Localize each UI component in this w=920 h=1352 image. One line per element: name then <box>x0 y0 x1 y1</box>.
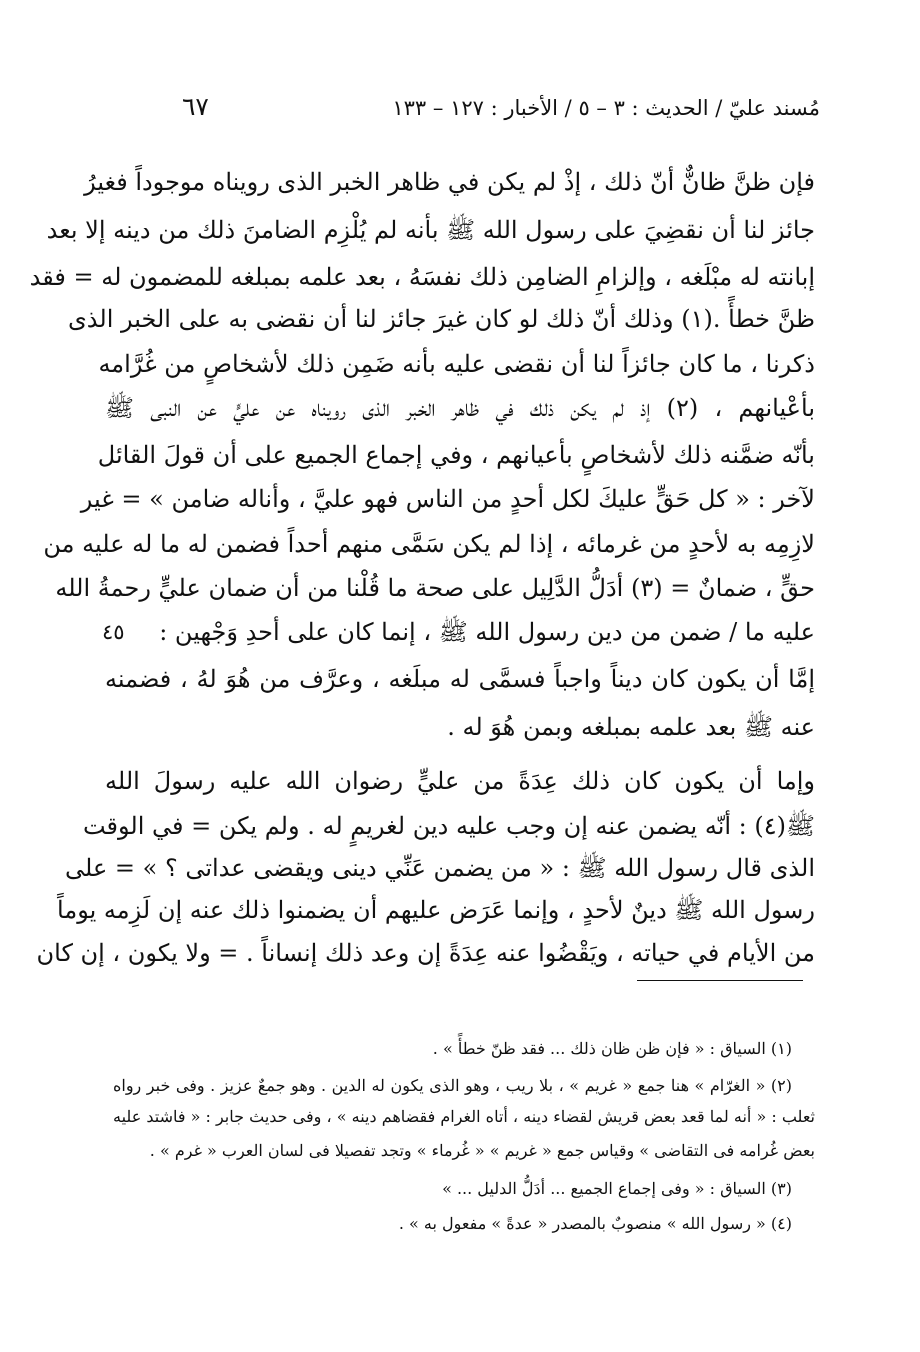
body-line: بأعْيانهم ، (٢) إذ لم يكن ذلك في ظاهر الخبر الذى رويناه عن عليٍّ عن النبى ﷺ <box>105 394 815 422</box>
body-line: إمَّا أن يكون كان ديناً واجباً فسمَّى له مبلَغه ، وعرَّف من هُوَ لهُ ، فضمنه <box>105 665 815 693</box>
body-line: الذى قال رسول الله ﷺ : « من يضمن عَنِّي دينى ويقضى عداتى ؟ » = على <box>65 854 815 882</box>
body-line: رسول الله ﷺ دينٌ لأحدٍ ، وإنما عَرَض عليهم أن يضمنوا ذلك عنه إن لَزِمه يوماً <box>57 896 815 924</box>
body-line: ظنَّ خطأً .(١) وذلك أنّ ذلك لو كان غيرَ جائز لنا أن نقضى به على الخبر الذى <box>68 305 815 333</box>
body-line: عنه ﷺ بعد علمه بمبلغه وبمن هُوَ له . <box>447 713 815 741</box>
body-line: وإما أن يكون كان ذلك عِدَةً من عليٍّ رضوان الله عليه رسولَ الله <box>105 767 815 795</box>
body-line: حقٍّ ، ضمانٌ = (٣) أدَلُّ الدَّلِيل على صحة ما قُلْنا من أن ضمان عليٍّ رحمةُ الله <box>55 574 815 602</box>
body-line: إبانته له مبْلَغه ، وإلزامِ الضامِن ذلك نفسَهُ ، بعد علمه بمبلغه للمضمون له = فقد <box>29 263 815 291</box>
running-header <box>120 92 820 128</box>
body-line: جائز لنا أن نقضِيَ على رسول الله ﷺ بأنه لم يُلْزِم الضامنَ ذلك من دينه إلا بعد <box>46 216 815 244</box>
body-line: ذكرنا ، ما كان جائزاً لنا أن نقضى عليه بأنه ضَمِن ذلك لأشخاصٍ من غُرَّامه <box>98 350 815 378</box>
footnote-line: (١) السياق : « فإن ظن ظان ذلك ... فقد ظنّ خطأً » . <box>432 1039 792 1058</box>
margin-number: ٤٥ <box>102 620 125 644</box>
footnote-separator <box>637 980 803 981</box>
body-line: لآخر : « كل حَقٍّ عليكَ لكل أحدٍ من الناس فهو عليَّ ، وأناله ضامن » = غير <box>80 485 815 513</box>
footnote-line: (٣) السياق : « وفى إجماع الجميع ... أدَلُّ الدليل ... » <box>442 1179 792 1198</box>
page-number: ٦٧ <box>182 92 209 121</box>
body-line: عليه ما / ضمن من دين رسول الله ﷺ ، إنما كان على أحدِ وَجْهين : <box>159 618 815 646</box>
running-title: مُسند عليّ / الحديث : ٣ – ٥ / الأخبار : ١٢٧ – ١٣٣ <box>392 96 820 120</box>
body-line: لازِمِه به لأحدٍ من غرمائه ، إذا لم يكن سَمَّى منهم أحداً فضمن له ما له عليه من <box>43 530 815 558</box>
footnote-line: ثعلب : « أنه لما قعد بعض قريش لقضاء دينه ، أتاه الغرام فقضاهم دينه » ، وفى حديث جابر : « فاشتد عليه <box>113 1107 815 1126</box>
footnote-line: (٤) « رسول الله » منصوبٌ بالمصدر « عدةً » مفعول به » . <box>398 1214 792 1233</box>
body-line: فإن ظنَّ ظانٌّ أنّ ذلك ، إذْ لم يكن في ظاهر الخبر الذى رويناه موجوداً فغيرُ <box>84 168 815 196</box>
body-line: ﷺ(٤) : أنّه يضمن عنه إن وجب عليه دين لغريمٍ له . ولم يكن = في الوقت <box>82 812 815 840</box>
body-line: بأنّه ضمَّنه ذلك لأشخاصٍ بأعيانهم ، وفي إجماع الجميع على أن قولَ القائل <box>97 441 815 469</box>
footnote-line: (٢) « الغرّام » هنا جمع « غريم » ، بلا ريب ، وهو الذى يكون له الدين . وهو جمعٌ عزيز . وفى خبر رواه <box>113 1076 792 1095</box>
body-line: من الأيام في حياته ، ويَقْضُوا عنه عِدَةً إن وعد ذلك إنساناً . = ولا يكون ، إن كان <box>36 939 815 967</box>
footnote-line: بعض غُرامه فى التقاضى » وقياس جمع « غريم » « غُرماء » وتجد تفصيلا فى لسان العرب « غرم » . <box>149 1141 815 1160</box>
